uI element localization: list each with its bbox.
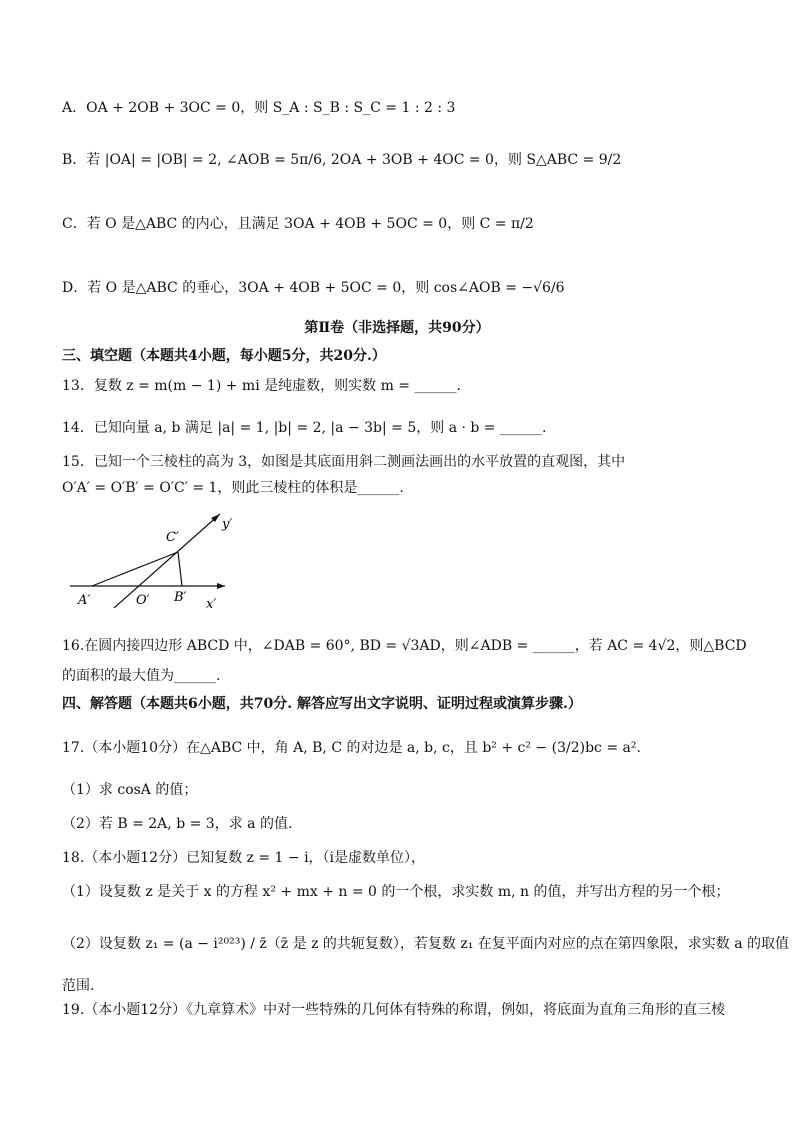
x-axis-arrow <box>217 583 225 589</box>
oblique-projection-figure <box>70 508 240 608</box>
label-a: A′ <box>78 593 91 608</box>
question-15-line1: 15．已知一个三棱柱的高为 3，如图是其底面用斜二测画法画出的水平放置的直观图，其中 <box>62 454 626 470</box>
section-title: 第Ⅱ卷（非选择题，共90分） <box>304 320 490 336</box>
option-b: B．若 |OA| = |OB| = 2, ∠AOB = 5π/6, 2OA + 3OB + 4OC = 0，则 S△ABC = 9/2 <box>62 152 622 168</box>
question-15-line2: O′A′ = O′B′ = O′C′ = 1，则此三棱柱的体积是______. <box>62 480 404 496</box>
question-13: 13．复数 z = m(m − 1) + mi 是纯虚数，则实数 m = ______. <box>62 378 461 394</box>
part3-title: 三、填空题（本题共4小题，每小题5分，共20分.） <box>62 348 386 364</box>
question-14: 14．已知向量 a, b 满足 |a| = 1, |b| = 2, |a − 3b| = 5，则 a · b = ______. <box>62 420 547 436</box>
option-a: A．OA + 2OB + 3OC = 0，则 S_A : S_B : S_C = 1 : 2 : 3 <box>62 100 456 116</box>
option-d: D．若 O 是△ABC 的垂心，3OA + 4OB + 5OC = 0，则 cos∠AOB = −√6/6 <box>62 280 565 296</box>
segment-c-b <box>178 552 182 586</box>
question-17-part2: （2）若 B = 2A, b = 3，求 a 的值. <box>62 816 293 832</box>
y-axis <box>114 514 220 608</box>
question-16-line2: 的面积的最大值为______. <box>62 668 221 684</box>
question-18: 18.（本小题12分）已知复数 z = 1 − i，（i是虚数单位）， <box>62 850 426 866</box>
question-17: 17.（本小题10分）在△ABC 中，角 A, B, C 的对边是 a, b, c，且 b² + c² − (3/2)bc = a². <box>62 740 641 756</box>
label-y: y′ <box>222 517 233 532</box>
question-17-part1: （1）求 cosA 的值； <box>62 782 198 798</box>
question-16-line1: 16.在圆内接四边形 ABCD 中，∠DAB = 60°, BD = √3AD，则∠ADB = ______，若 AC = 4√2，则△BCD <box>62 638 747 654</box>
label-o: O′ <box>136 593 150 608</box>
option-c: C．若 O 是△ABC 的内心，且满足 3OA + 4OB + 5OC = 0，则 C = π/2 <box>62 216 534 232</box>
label-b: B′ <box>174 590 187 605</box>
segment-a-c <box>92 552 178 586</box>
part4-title: 四、解答题（本题共6小题，共70分. 解答应写出文字说明、证明过程或演算步骤.） <box>62 696 582 712</box>
question-18-part2: （2）设复数 z₁ = (a − i²⁰²³) / z̄（z̄ 是 z 的共轭复数），若复数 z₁ 在复平面内对应的点在第四象限，求实数 a 的取值 <box>62 936 790 952</box>
question-18-part2-cont: 范围. <box>62 978 95 994</box>
question-19: 19.（本小题12分）《九章算术》中对一些特殊的几何体有特殊的称谓，例如，将底面为直角三角形的直三棱 <box>62 1002 726 1018</box>
label-c: C′ <box>166 530 179 545</box>
question-18-part1: （1）设复数 z 是关于 x 的方程 x² + mx + n = 0 的一个根，求实数 m, n 的值，并写出方程的另一个根； <box>62 884 730 900</box>
label-x: x′ <box>206 597 217 608</box>
